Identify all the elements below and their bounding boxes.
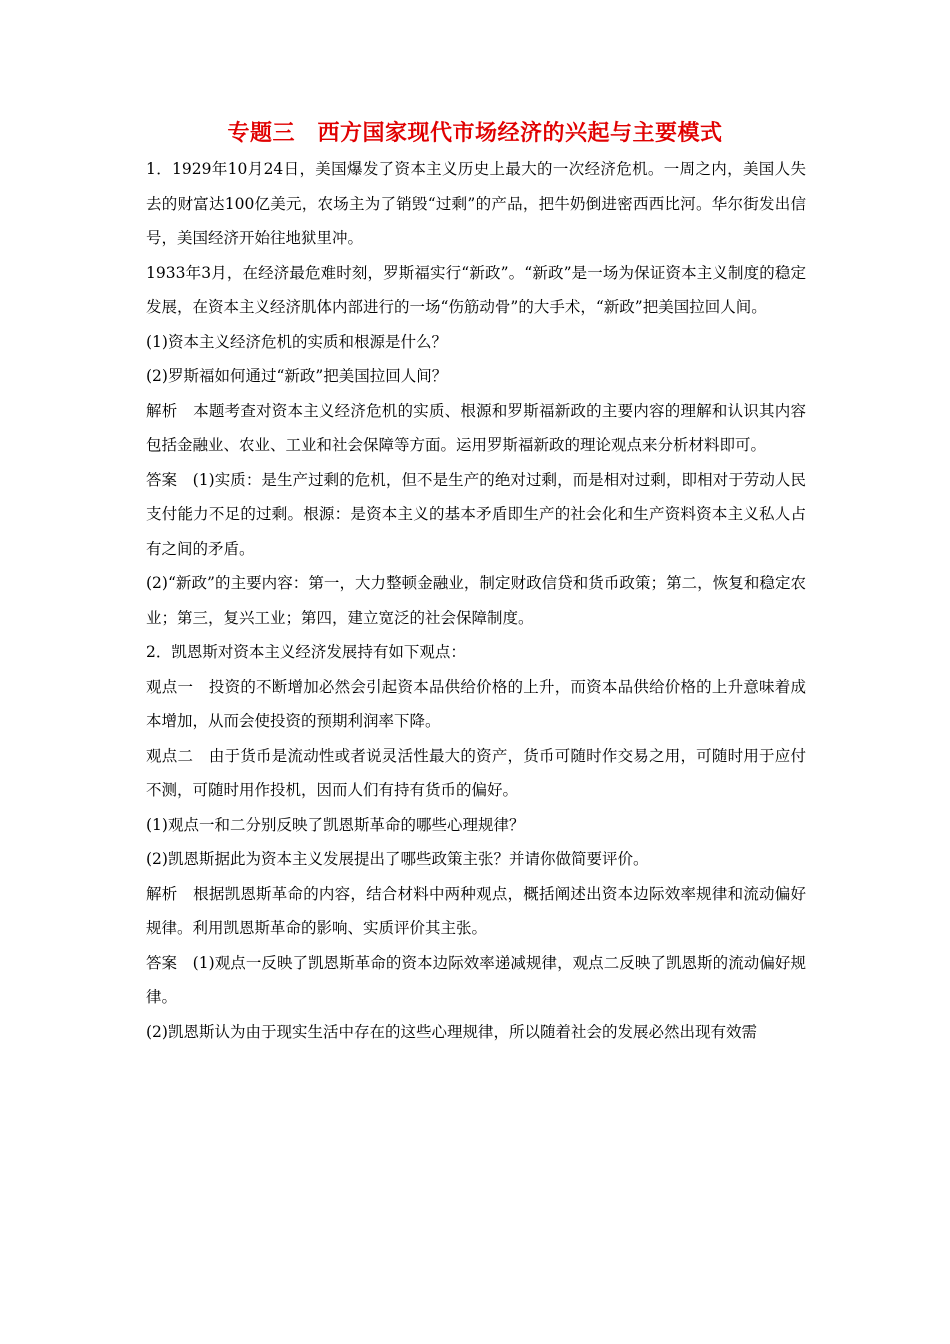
question-2-answer-2: (2)凯恩斯认为由于现实生活中存在的这些心理规律，所以随着社会的发展必然出现有效需 (146, 1022, 757, 1041)
question-2-intro: 2．凯恩斯对资本主义经济发展持有如下观点： (146, 643, 466, 661)
question-1-analysis: 解析 本题考查对资本主义经济危机的实质、根源和罗斯福新政的主要内容的理解和认识其内容包括金融业、农业、工业和社会保障等方面。运用罗斯福新政的理论观点来分析材料即可。 (146, 401, 806, 454)
question-1-sub-1: (1)资本主义经济危机的实质和根源是什么？ (146, 332, 447, 351)
question-1-sub-2: (2)罗斯福如何通过“新政”把美国拉回人间？ (146, 367, 448, 385)
document-body (146, 152, 806, 1049)
question-1-answer-1: 答案 (1)实质：是生产过剩的危机，但不是生产的绝对过剩，而是相对过剩，即相对于劳动人民支付能力不足的过剩。根源：是资本主义的基本矛盾即生产的社会化和生产资料资本主义私人占有之间的矛盾。 (146, 470, 806, 558)
question-1-answer-2: (2)“新政”的主要内容：第一，大力整顿金融业，制定财政信贷和货币政策；第二，恢复和稳定农业；第三，复兴工业；第四，建立宽泛的社会保障制度。 (146, 574, 806, 627)
question-2-answer-1: 答案 (1)观点一反映了凯恩斯革命的资本边际效率递减规律，观点二反映了凯恩斯的流动偏好规律。 (146, 953, 806, 1006)
question-1-material: 1933年3月，在经济最危难时刻，罗斯福实行“新政”。“新政”是一场为保证资本主义制度的稳定发展，在资本主义经济肌体内部进行的一场“伤筋动骨”的大手术，“新政”把美国拉回人间。 (146, 263, 806, 316)
question-1-intro: 1．1929年10月24日，美国爆发了资本主义历史上最大的一次经济危机。一周之内，美国人失去的财富达100亿美元，农场主为了销毁“过剩”的产品，把牛奶倒进密西西比河。华尔街发出信号，美国经济开始往地狱里冲。 (146, 160, 806, 247)
question-2-sub-1: (1)观点一和二分别反映了凯恩斯革命的哪些心理规律？ (146, 815, 525, 834)
question-2-viewpoint-2: 观点二 由于货币是流动性或者说灵活性最大的资产，货币可随时作交易之用，可随时用于应付不测，可随时用作投机，因而人们有持有货币的偏好。 (146, 746, 806, 799)
question-2-viewpoint-1: 观点一 投资的不断增加必然会引起资本品供给价格的上升，而资本品供给价格的上升意味着成本增加，从而会使投资的预期利润率下降。 (146, 677, 806, 730)
question-2-analysis: 解析 根据凯恩斯革命的内容，结合材料中两种观点，概括阐述出资本边际效率规律和流动偏好规律。利用凯恩斯革命的影响、实质评价其主张。 (146, 884, 806, 937)
question-2-sub-2: (2)凯恩斯据此为资本主义发展提出了哪些政策主张？并请你做简要评价。 (146, 850, 649, 868)
document-title: 专题三 西方国家现代市场经济的兴起与主要模式 (227, 121, 723, 146)
